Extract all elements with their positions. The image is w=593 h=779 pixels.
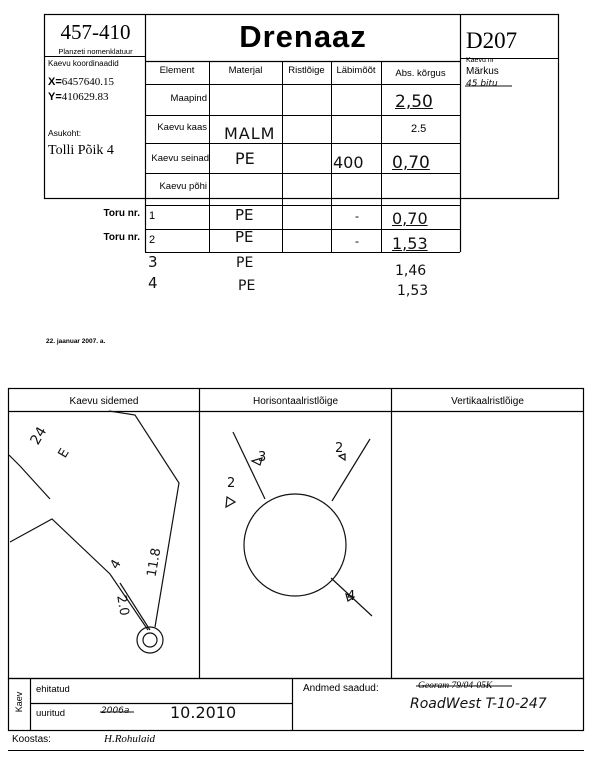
kaev-label: Kaev: [14, 691, 24, 713]
uuritud-struck: 2006a: [101, 706, 130, 716]
markus-struck: 45 bitu: [466, 79, 498, 89]
row-korgus-kaas: 2.5: [411, 123, 427, 135]
extra-pipe-korgus-3: 1,46: [395, 263, 427, 279]
andmed-label: Andmed saadud:: [303, 683, 379, 694]
x-value: 6457640.15: [61, 76, 115, 88]
sidemed-label-e: E: [55, 446, 73, 461]
x-label: X=: [48, 76, 62, 88]
page-title: Drenaaz: [239, 19, 367, 54]
row-materjal-seinad: PE: [235, 149, 255, 168]
sidemed-label-11-8: 11.8: [144, 546, 165, 579]
row-element-seinad: Kaevu seinad: [151, 153, 209, 164]
kaevu-nr-caption: Kaevu nr: [466, 57, 495, 64]
pipe-label-2: Toru nr.: [103, 232, 140, 243]
extra-pipe-nr-3: 3: [148, 253, 158, 271]
asukoht-value: Tolli Põik 4: [48, 143, 114, 158]
nomenclature-code: 457-410: [60, 20, 131, 44]
pipe-korgus-1: 0,70: [392, 209, 428, 228]
sidemed-label-24: 24: [27, 424, 51, 448]
koostas-label: Koostas:: [12, 734, 51, 745]
row-korgus-seinad: 0,70: [392, 153, 430, 173]
uuritud-label: uuritud: [36, 708, 66, 719]
panel-title-sidemed: Kaevu sidemed: [69, 396, 139, 407]
pipe-nr-2: 2: [149, 234, 156, 246]
kaevu-nr: D207: [466, 28, 518, 53]
horis-label-2b: 2: [335, 441, 344, 456]
y-coordinate: [48, 91, 109, 103]
pipe-materjal-1: PE: [235, 206, 254, 224]
pipe-materjal-2: PE: [235, 228, 254, 246]
asukoht-caption: Asukoht:: [48, 128, 82, 138]
pipe-nr-1: 1: [149, 210, 156, 222]
row-element-maapind: Maapind: [170, 93, 207, 104]
panel-title-horisontaal: Horisontaalristlõige: [252, 396, 339, 407]
row-korgus-maapind: 2,50: [395, 92, 433, 112]
col-header-labimoot: Läbimõõt: [336, 65, 376, 76]
uuritud-value: 10.2010: [170, 703, 237, 722]
x-coordinate: [48, 76, 114, 88]
extra-pipe-materjal-3: PE: [236, 255, 254, 271]
row-materjal-kaas: MALM: [224, 124, 276, 143]
col-header-ristloige: Ristlõige: [288, 65, 325, 76]
col-header-element: Element: [159, 65, 195, 76]
andmed-value: RoadWest T-10-247: [410, 696, 547, 712]
coords-caption: Kaevu koordinaadid: [48, 59, 119, 68]
col-header-korgus: Abs. kõrgus: [395, 68, 446, 79]
horis-label-2a: 2: [227, 476, 236, 491]
y-label: Y=: [48, 91, 62, 103]
sidemed-label-2-0: 2.0: [113, 594, 132, 617]
extra-pipe-korgus-4: 1,53: [397, 283, 429, 299]
horis-label-4: 4: [347, 589, 356, 604]
sidemed-sketch: [9, 411, 179, 653]
horis-label-3: 3: [258, 450, 267, 465]
pipe-label-1: Toru nr.: [103, 208, 140, 219]
row-element-kaas: Kaevu kaas: [157, 122, 207, 133]
pipe-korgus-2: 1,53: [392, 234, 428, 253]
panel-title-vertikaal: Vertikaalristlõige: [451, 396, 524, 407]
koostas-value: H.Rohulaid: [104, 733, 156, 745]
nomenclature-caption: Planzeti nomenklatuur: [58, 47, 133, 56]
markus-label: Märkus: [466, 66, 499, 77]
pipe-labimoot-2: -: [355, 234, 359, 248]
sidemed-label-4: 4: [107, 557, 125, 572]
extra-pipe-materjal-4: PE: [238, 278, 256, 294]
pipe-labimoot-1: -: [355, 209, 359, 223]
row-element-pohi: Kaevu põhi: [159, 181, 207, 192]
col-header-materjal: Materjal: [228, 65, 263, 76]
y-value: 410629.83: [61, 91, 109, 103]
document-date: 22. jaanuar 2007. a.: [46, 338, 106, 345]
extra-pipe-nr-4: 4: [148, 274, 158, 292]
row-labimoot-seinad: 400: [333, 153, 364, 172]
ehitatud-label: ehitatud: [36, 684, 70, 695]
andmed-struck: Georam 79/04-05K: [418, 681, 493, 691]
